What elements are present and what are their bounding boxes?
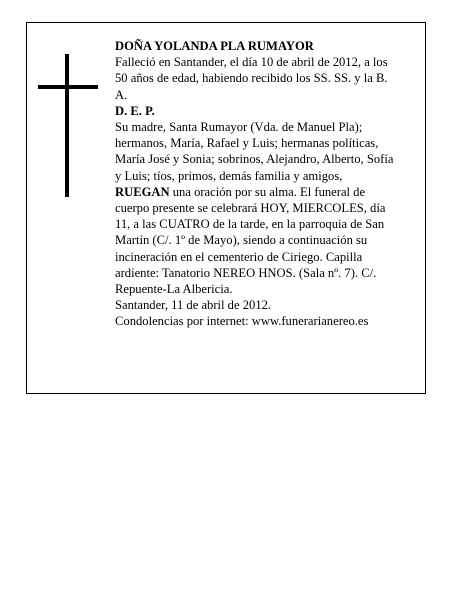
condolences-line: Condolencias por internet: www.funerarianereo.es (115, 314, 369, 329)
cross-icon-horizontal-bar (38, 85, 98, 89)
deceased-name: DOÑA YOLANDA PLA RUMAYOR (115, 39, 314, 53)
ruegan-label: RUEGAN (115, 184, 170, 199)
funeral-details: una oración por su alma. El funeral de cuerpo presente se celebrará HOY, MIERCOLES, día 11, a las CUATRO de la tarde, en la parroquia de San Martín (C/. 1º de Mayo), siendo a continuación su incineración en el cementerio de Ciriego. Capilla ardiente: Tanatorio NEREO HNOS. (Sala nº. 7). C/. Repuente-La Albericia. (115, 184, 386, 297)
death-statement: Falleció en Santander, el día 10 de abril de 2012, a los 50 años de edad, habiendo recibido los SS. SS. y la B. A. (115, 55, 388, 102)
dep-heading: D. E. P. (115, 103, 155, 118)
family-list: Su madre, Santa Rumayor (Vda. de Manuel Pla); hermanos, María, Rafael y Luis; hermanas políticas, María José y Sonia; sobrinos, Alejandro, Alberto, Sofía y Luis; tíos, primos, demás familia y amigos, (115, 120, 394, 183)
funeral-paragraph (115, 184, 395, 297)
obituary-text-block (115, 38, 395, 330)
cross-icon-vertical-bar (65, 54, 69, 197)
date-line: Santander, 11 de abril de 2012. (115, 298, 272, 313)
